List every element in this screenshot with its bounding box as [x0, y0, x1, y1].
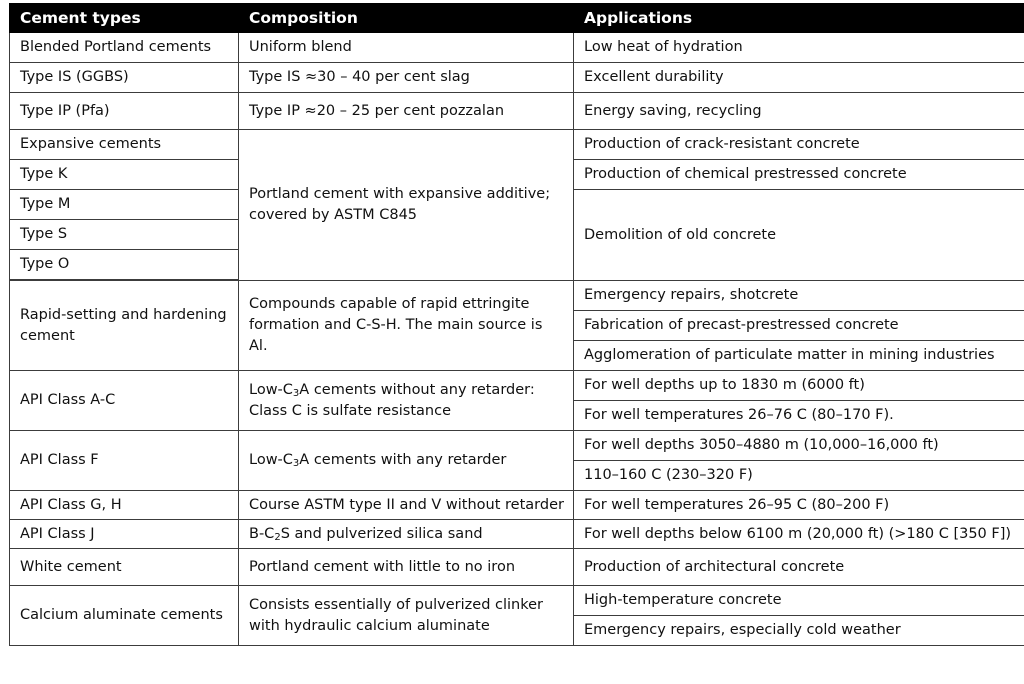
cell-type: Type K — [10, 160, 239, 190]
cell-type: White cement — [10, 549, 239, 586]
cell-type: API Class A-C — [10, 371, 239, 431]
header-cement-types: Cement types — [10, 4, 239, 33]
header-row — [10, 4, 1024, 33]
cell-composition: Type IP ≈20 – 25 per cent pozzalan — [239, 93, 574, 130]
cell-composition: Consists essentially of pulverized clinker with hydraulic calcium aluminate — [239, 586, 574, 646]
cell-type: Calcium aluminate cements — [10, 586, 239, 646]
cell-application: Excellent durability — [574, 63, 1024, 93]
cement-types-table — [9, 3, 1024, 646]
cell-application: Production of crack-resistant concrete — [574, 130, 1024, 160]
cell-type: Type IS (GGBS) — [10, 63, 239, 93]
composition-text: Low-C — [249, 381, 293, 398]
cell-application: Production of architectural concrete — [574, 549, 1024, 586]
cell-type: Type IP (Pfa) — [10, 93, 239, 130]
table-row — [10, 93, 1024, 130]
cell-type: Expansive cements — [10, 130, 239, 160]
subscript: 3 — [292, 387, 300, 399]
composition-text: B-C — [249, 525, 275, 542]
subscript: 2 — [274, 531, 281, 543]
table-row — [10, 281, 1024, 311]
cell-type: Type O — [10, 250, 239, 280]
table-row — [10, 130, 1024, 160]
cell-composition: Portland cement with expansive additive; covered by ASTM C845 — [239, 130, 574, 281]
cell-type: Rapid-setting and hardening cement — [10, 281, 239, 371]
table-row — [10, 431, 1024, 461]
cell-type: API Class F — [10, 431, 239, 491]
cell-application: High-temperature concrete — [574, 586, 1024, 616]
table-row — [10, 491, 1024, 520]
cell-application: Energy saving, recycling — [574, 93, 1024, 130]
table-row — [10, 371, 1024, 401]
cell-application: For well temperatures 26–95 C (80–200 F) — [574, 491, 1024, 520]
cell-composition — [239, 520, 574, 549]
cell-application: Emergency repairs, shotcrete — [574, 281, 1024, 311]
cell-composition — [239, 371, 574, 431]
composition-text: Low-C — [249, 452, 293, 468]
composition-text: S and pulverized silica sand — [280, 525, 483, 542]
table-row — [10, 549, 1024, 586]
cell-type: API Class G, H — [10, 491, 239, 520]
cell-application: 110–160 C (230–320 F) — [574, 461, 1024, 491]
cell-application: Fabrication of precast-prestressed concrete — [574, 311, 1024, 341]
cell-application: Emergency repairs, especially cold weather — [574, 616, 1024, 646]
cell-application: Production of chemical prestressed concrete — [574, 160, 1024, 190]
cell-composition: Uniform blend — [239, 33, 574, 63]
cell-composition: Compounds capable of rapid ettringite formation and C-S-H. The main source is Al. — [239, 281, 574, 371]
cell-application: For well depths 3050–4880 m (10,000–16,000 ft) — [574, 431, 1024, 461]
composition-text: A cements without any retarder: Class C is sulfate resistance — [249, 381, 535, 419]
subscript: 3 — [292, 458, 300, 469]
table-row — [10, 63, 1024, 93]
cell-application: Demolition of old concrete — [574, 190, 1024, 281]
cell-application: Low heat of hydration — [574, 33, 1024, 63]
cell-type: API Class J — [10, 520, 239, 549]
cell-application: For well temperatures 26–76 C (80–170 F). — [574, 401, 1024, 431]
cell-composition: Course ASTM type II and V without retarder — [239, 491, 574, 520]
cell-type: Blended Portland cements — [10, 33, 239, 63]
cell-composition: Type IS ≈30 – 40 per cent slag — [239, 63, 574, 93]
cell-composition — [239, 431, 574, 491]
cell-application: For well depths below 6100 m (20,000 ft) (>180 C [350 F]) — [574, 520, 1024, 549]
table-row — [10, 33, 1024, 63]
header-applications: Applications — [574, 4, 1024, 33]
cell-application: For well depths up to 1830 m (6000 ft) — [574, 371, 1024, 401]
table-row — [10, 520, 1024, 549]
table-row — [10, 586, 1024, 616]
cell-type: Type S — [10, 220, 239, 250]
composition-text: A cements with any retarder — [299, 452, 507, 468]
header-composition: Composition — [239, 4, 574, 33]
cell-application: Agglomeration of particulate matter in mining industries — [574, 341, 1024, 371]
cell-composition: Portland cement with little to no iron — [239, 549, 574, 586]
cell-type: Type M — [10, 190, 239, 220]
